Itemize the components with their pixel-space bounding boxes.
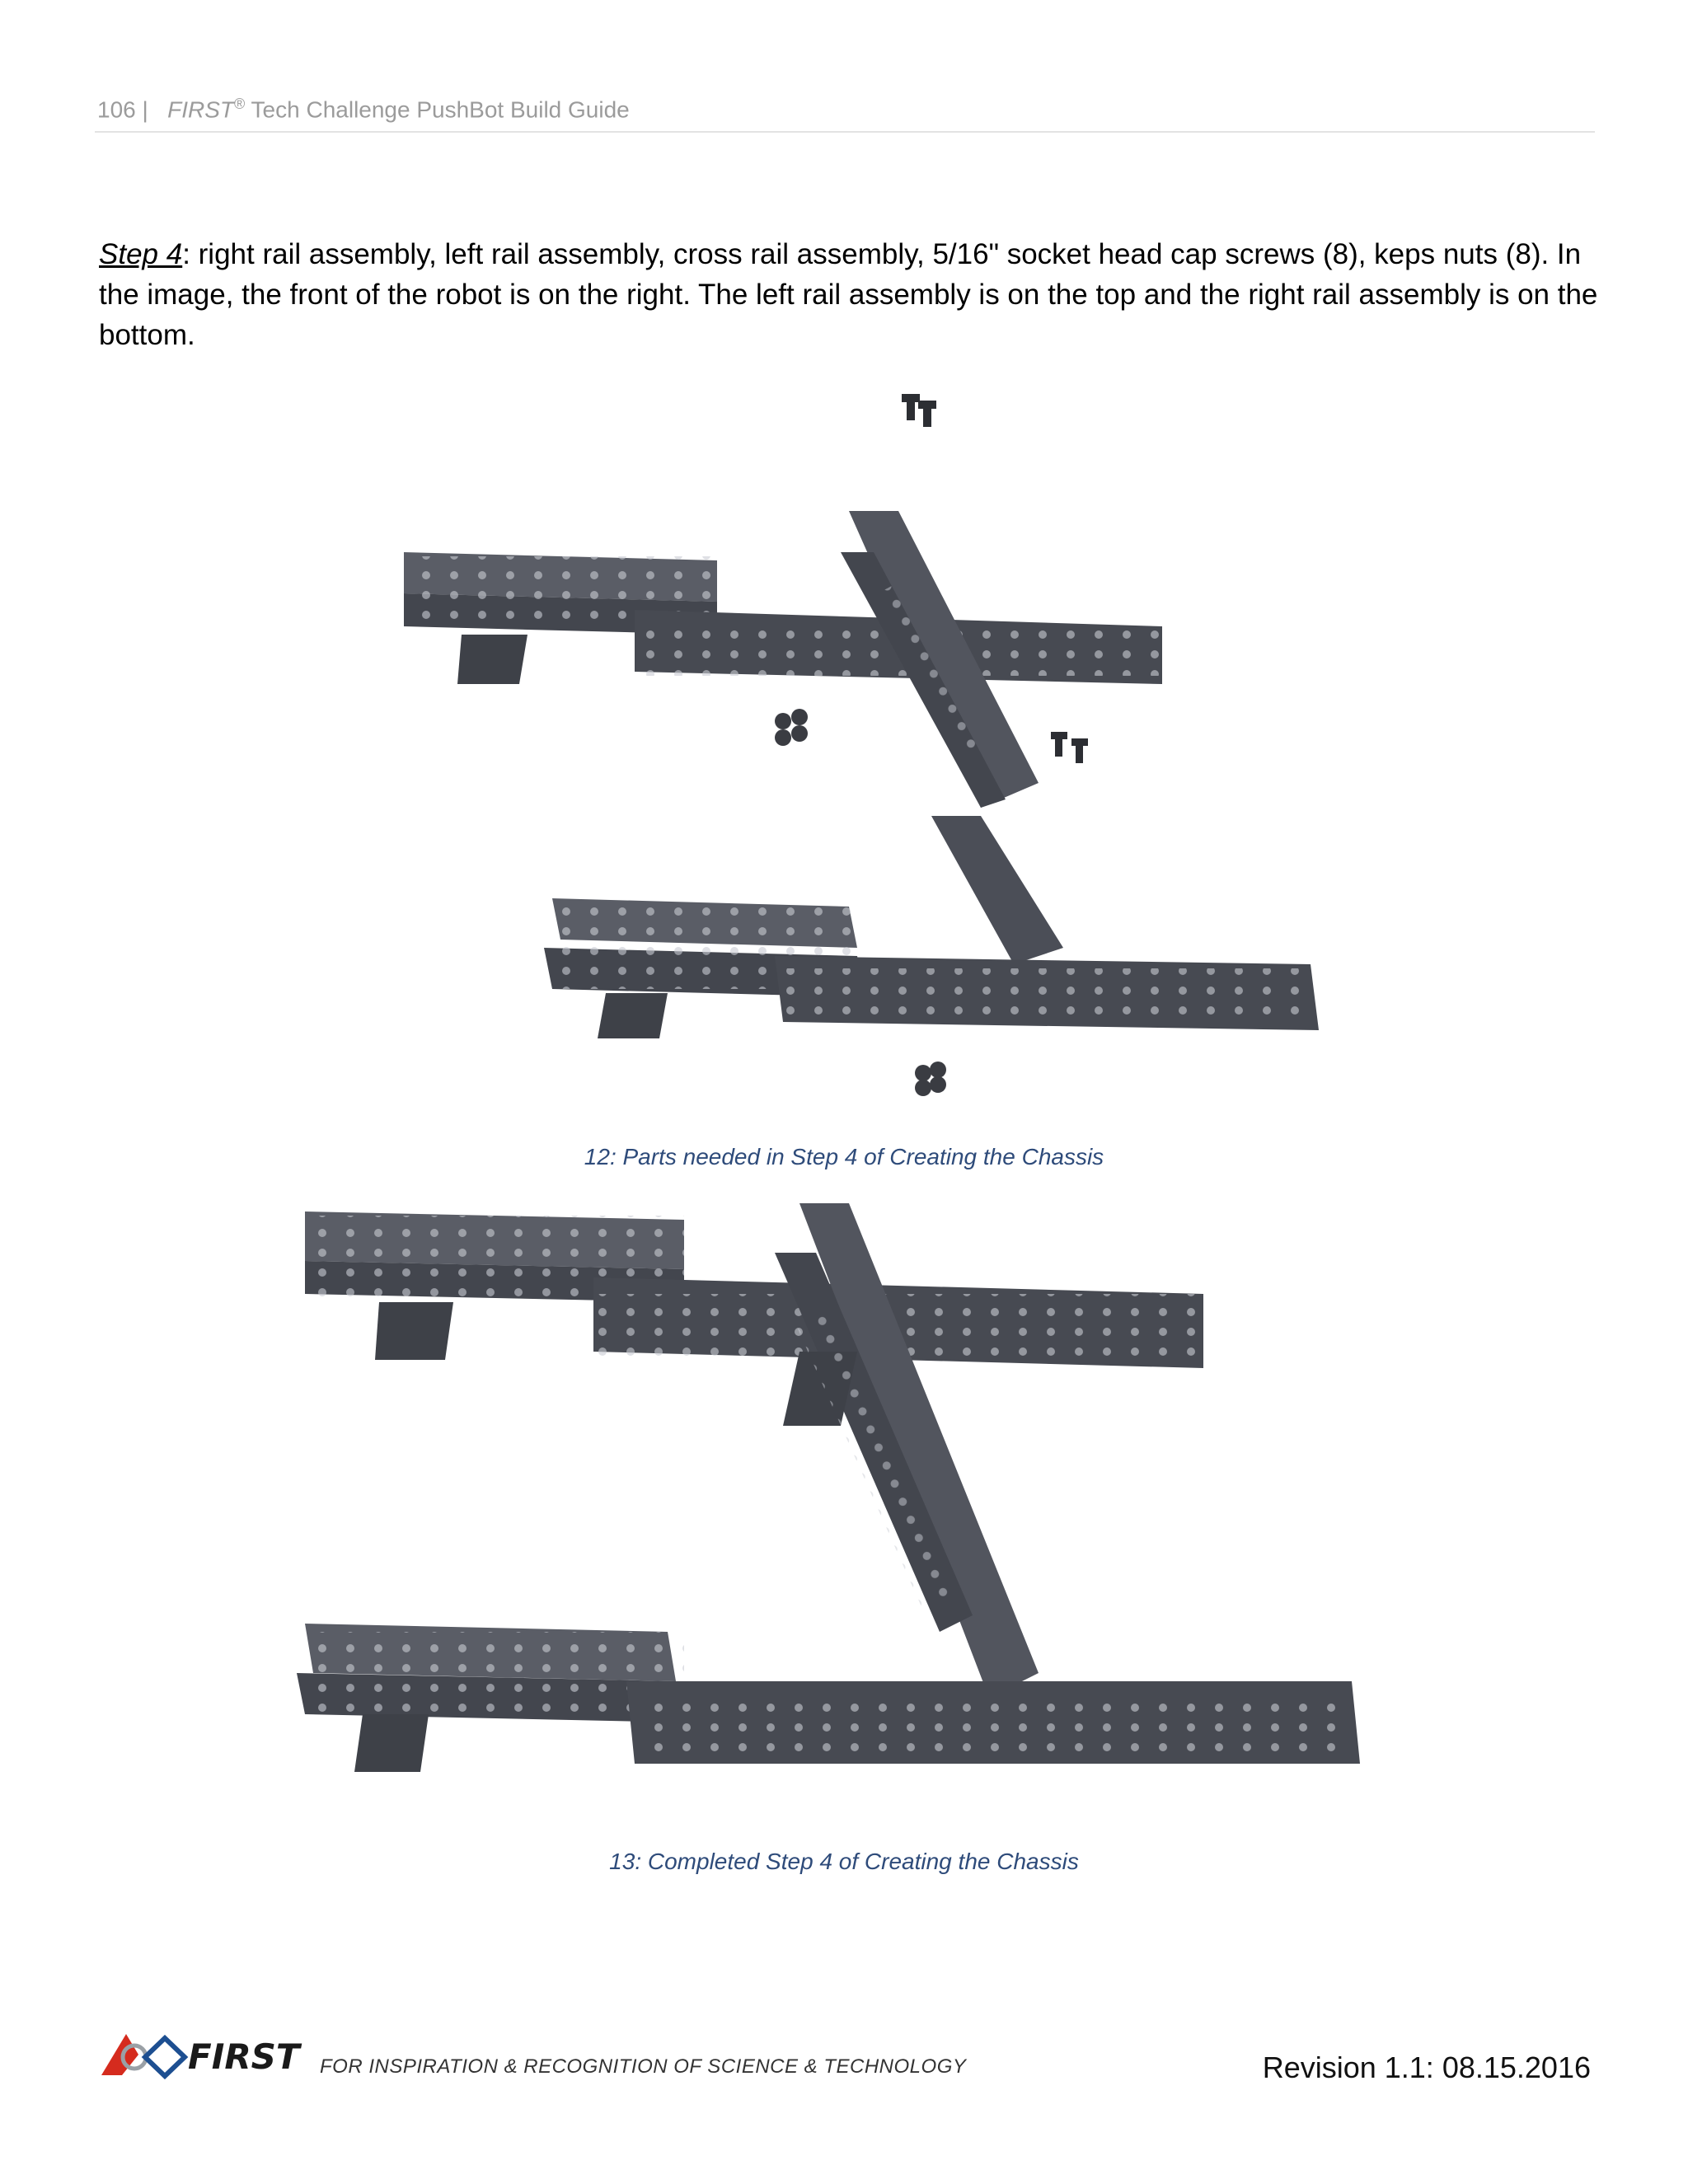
logo-wordmark: FIRST [188, 2036, 300, 2077]
step-text: : right rail assembly, left rail assembly, cross rail assembly, 5/16" socket head cap screws (8), keps nuts (8). In the image, the front of the robot is on the right. The left rail assembly is on the top and the right rail assembly is on the bottom. [99, 238, 1598, 351]
nut-group-left [775, 709, 808, 746]
page-header [97, 96, 1593, 123]
figure-13-caption: 13: Completed Step 4 of Creating the Chassis [609, 1849, 1079, 1874]
step-description [99, 234, 1599, 355]
step-label: Step 4 [99, 238, 183, 270]
first-logo [97, 2026, 312, 2083]
screw-group-top [902, 394, 936, 427]
nut-group-bottom [915, 1062, 946, 1096]
left-rail-assembly [404, 552, 1162, 684]
registered-mark: ® [234, 96, 246, 112]
screw-group-right [1051, 732, 1088, 763]
header-divider [95, 131, 1595, 133]
footer-tagline: FOR INSPIRATION & RECOGNITION OF SCIENCE & TECHNOLOGY [320, 2055, 967, 2078]
header-title: Tech Challenge PushBot Build Guide [245, 96, 630, 123]
page-number: 106 | [97, 96, 148, 123]
right-rail-assembly [544, 898, 1319, 1038]
revision-label: Revision 1.1: 08.15.2016 [1262, 2050, 1591, 2084]
figure-12-caption: 12: Parts needed in Step 4 of Creating the Chassis [584, 1144, 1104, 1169]
left-rail-assembled [305, 1212, 1203, 1368]
figure-parts-needed [272, 387, 1409, 1113]
header-brand: FIRST [167, 96, 235, 123]
cross-rail-assembly [841, 511, 1063, 964]
figure-completed-step [280, 1203, 1434, 1805]
right-rail-assembled [297, 1624, 1360, 1772]
logo-square-icon [145, 2038, 185, 2076]
cross-rail-assembled [775, 1203, 1039, 1698]
